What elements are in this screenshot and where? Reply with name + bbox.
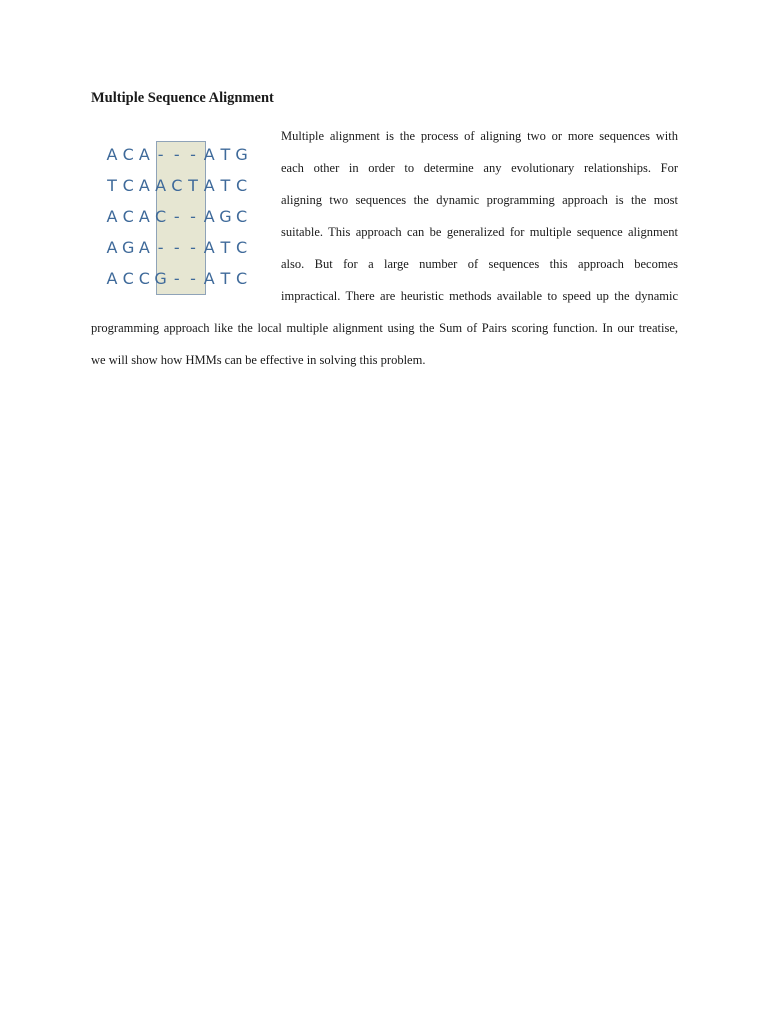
alignment-char: A: [203, 238, 215, 257]
alignment-char: C: [236, 207, 248, 226]
alignment-char: A: [203, 207, 215, 226]
alignment-char: G: [121, 238, 135, 257]
alignment-char: -: [190, 207, 196, 226]
alignment-char: A: [106, 207, 118, 226]
alignment-char: T: [188, 176, 198, 195]
alignment-char: -: [157, 145, 164, 164]
alignment-char: A: [138, 176, 150, 195]
alignment-char: -: [173, 238, 180, 257]
paragraph-line: we will show how HMMs can be effective in solving this problem.: [91, 353, 426, 367]
alignment-row: [104, 267, 264, 291]
alignment-char: T: [220, 238, 231, 257]
alignment-char: -: [173, 145, 180, 164]
paragraph-line: aligning two sequences the dynamic programming approach is the most: [281, 193, 678, 207]
alignment-char: -: [157, 238, 164, 257]
paragraph-line: also. But for a large number of sequences this approach becomes: [281, 257, 678, 271]
alignment-char: -: [190, 145, 196, 164]
alignment-char: A: [203, 145, 215, 164]
alignment-char: C: [122, 207, 134, 226]
alignment-char: A: [203, 176, 215, 195]
paragraph-line: impractical. There are heuristic methods available to speed up the dynamic: [281, 289, 678, 303]
alignment-char: G: [154, 269, 167, 288]
alignment-char: G: [235, 145, 248, 164]
alignment-char: C: [138, 269, 150, 288]
alignment-char: C: [236, 238, 248, 257]
alignment-char: C: [122, 145, 134, 164]
paragraph-line: programming approach like the local multiple alignment using the Sum of Pairs scoring function. In our treatise,: [91, 321, 678, 335]
alignment-char: C: [236, 176, 248, 195]
alignment-row: [104, 174, 264, 198]
alignment-row: [104, 236, 264, 260]
alignment-char: A: [138, 238, 150, 257]
alignment-char: T: [220, 269, 231, 288]
alignment-char: C: [155, 207, 167, 226]
alignment-char: A: [106, 238, 118, 257]
alignment-char: -: [173, 269, 180, 288]
alignment-char: T: [220, 176, 231, 195]
paragraph-line: each other in order to determine any evolutionary relationships. For: [281, 161, 678, 175]
alignment-char: A: [138, 145, 150, 164]
alignment-char: T: [220, 145, 231, 164]
alignment-char: -: [173, 207, 180, 226]
document-title: Multiple Sequence Alignment: [91, 90, 274, 106]
paragraph-line: Multiple alignment is the process of aligning two or more sequences with: [281, 129, 678, 143]
alignment-char: A: [203, 269, 215, 288]
alignment-char: T: [107, 176, 117, 195]
sequence-alignment-figure: [104, 139, 264, 297]
alignment-row: [104, 143, 264, 167]
paragraph-wrapped: [281, 120, 678, 312]
alignment-char: C: [122, 176, 134, 195]
alignment-char: A: [138, 207, 150, 226]
alignment-char: A: [106, 269, 118, 288]
alignment-char: A: [155, 176, 167, 195]
alignment-char: C: [171, 176, 183, 195]
alignment-char: G: [219, 207, 232, 226]
alignment-char: -: [190, 238, 196, 257]
alignment-char: C: [236, 269, 248, 288]
alignment-char: A: [106, 145, 118, 164]
paragraph-line: suitable. This approach can be generalized for multiple sequence alignment: [281, 225, 678, 239]
alignment-char: C: [122, 269, 134, 288]
paragraph-full-width: [91, 312, 678, 376]
alignment-char: -: [190, 269, 196, 288]
alignment-row: [104, 205, 264, 229]
